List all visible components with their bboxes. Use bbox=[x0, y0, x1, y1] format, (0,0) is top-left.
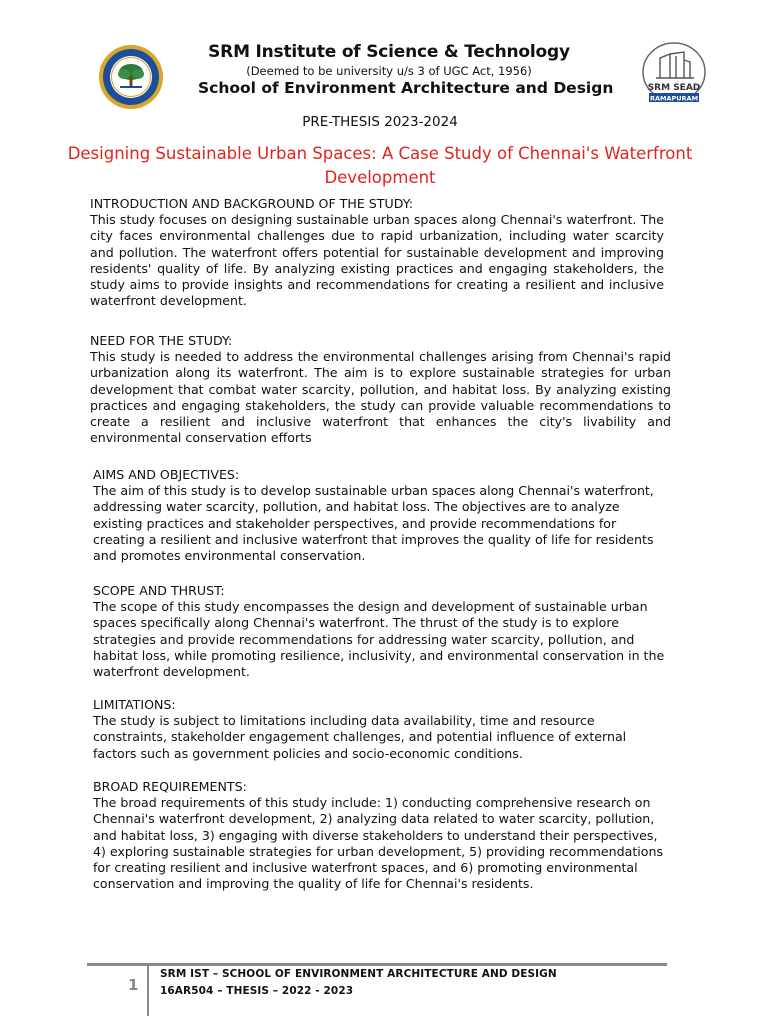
page-number: 1 bbox=[128, 976, 139, 994]
section-introduction bbox=[90, 196, 664, 309]
section-need bbox=[90, 333, 671, 446]
section-broad-requirements bbox=[93, 779, 668, 892]
pre-thesis-label: PRE-THESIS 2023-2024 bbox=[302, 114, 458, 130]
thesis-title: Designing Sustainable Urban Spaces: A Case Study of Chennai's Waterfront Development bbox=[67, 144, 693, 187]
section-text: The aim of this study is to develop sustainable urban spaces along Chennai's waterfront, addressing water scarcity, pollution, and habitat loss. The objectives are to analyze existing practices and stakeholder perspectives, and provide recommendations for creating a resilient and inclusive waterfront that improves the quality of life for residents and promotes environmental conservation. bbox=[93, 483, 654, 564]
section-text: The study is subject to limitations including data availability, time and resource constraints, stakeholder engagement challenges, and potential influence of external factors such as government policies and socio-economic conditions. bbox=[93, 713, 627, 761]
section-heading: NEED FOR THE STUDY: bbox=[90, 333, 233, 348]
section-aims bbox=[93, 467, 663, 564]
sead-logo-text: SRM SEAD bbox=[647, 83, 701, 93]
section-text: This study is needed to address the environmental challenges arising from Chennai's rapid urbanization along its waterfront. The aim is to explore sustainable strategies for urban development that combat water scarcity, pollution, and habitat loss. By analyzing existing practices and engaging stakeholders, the study can provide valuable recommendations to create a resilient and inclusive waterfront that enhances the city's livability and environmental conservation efforts bbox=[90, 349, 671, 446]
section-heading: INTRODUCTION AND BACKGROUND OF THE STUDY: bbox=[90, 196, 413, 211]
srm-sead-logo bbox=[640, 42, 708, 106]
footer-line-2: 16AR504 – THESIS – 2022 - 2023 bbox=[160, 985, 354, 997]
footer-line-1: SRM IST – SCHOOL OF ENVIRONMENT ARCHITECTURE AND DESIGN bbox=[160, 968, 557, 980]
section-heading: SCOPE AND THRUST: bbox=[93, 583, 225, 598]
section-text: The broad requirements of this study include: 1) conducting comprehensive research on Chennai's waterfront development, 2) analyzing data related to water scarcity, pollution, and habitat loss, 3) engaging with diverse stakeholders to understand their perspectives, 4) exploring sustainable strategies for urban development, 5) providing recommendations for creating resilient and inclusive waterfront spaces, and 6) promoting environmental conservation and improving the quality of life for Chennai's residents. bbox=[93, 795, 664, 892]
section-heading: BROAD REQUIREMENTS: bbox=[93, 779, 247, 794]
section-limitations bbox=[93, 697, 668, 762]
section-text: The scope of this study encompasses the design and development of sustainable urban spaces specifically along Chennai's waterfront. The thrust of the study is to explore strategies and provide recommendations for addressing water scarcity, pollution, and habitat loss, while promoting resilience, inclusivity, and environmental conservation in the waterfront development. bbox=[93, 599, 665, 680]
section-text: This study focuses on designing sustainable urban spaces along Chennai's waterfront. The city faces environmental challenges due to rapid urbanization, including water scarcity and pollution. The waterfront offers potential for sustainable development and improving residents' quality of life. By analyzing existing practices and engaging stakeholders, the study aims to provide insights and recommendations for creating a resilient and inclusive waterfront development. bbox=[90, 212, 664, 309]
section-scope bbox=[93, 583, 668, 680]
ramapuram-logo-text: RAMAPURAM bbox=[649, 94, 699, 103]
deemed-university-note: (Deemed to be university u/s 3 of UGC Act, 1956) bbox=[246, 64, 532, 78]
section-heading: AIMS AND OBJECTIVES: bbox=[93, 467, 240, 482]
section-heading: LIMITATIONS: bbox=[93, 697, 176, 712]
footer-divider bbox=[87, 963, 667, 966]
institution-name: SRM Institute of Science & Technology bbox=[208, 42, 570, 62]
footer-vertical-divider bbox=[147, 966, 149, 1016]
school-name: School of Environment Architecture and Design bbox=[198, 79, 614, 97]
